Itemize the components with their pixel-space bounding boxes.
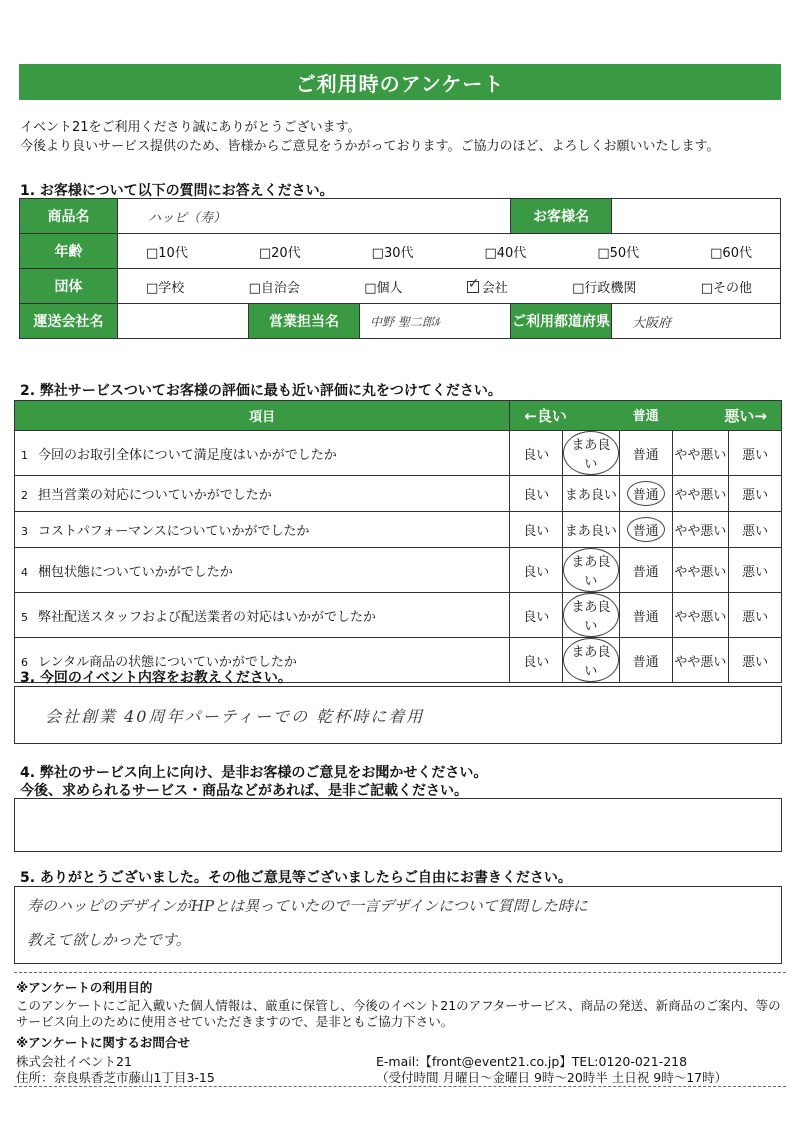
product-label: 商品名	[20, 199, 118, 234]
question-label: 梱包状態についていかがでしたか	[38, 564, 233, 580]
rating-choice[interactable]	[510, 431, 563, 476]
carrier-label: 運送会社名	[20, 304, 118, 339]
rating-choice[interactable]	[563, 431, 620, 476]
rating-table	[14, 400, 782, 683]
rating-choice-label: まあ良い	[563, 638, 619, 682]
rating-choice-label: やや悪い	[674, 447, 727, 463]
rating-choice[interactable]	[672, 593, 729, 638]
rating-choice[interactable]	[729, 593, 782, 638]
rating-choice-label: 普通	[632, 564, 659, 580]
rating-choice-label: 悪い	[742, 447, 769, 463]
rating-choice[interactable]	[619, 548, 672, 593]
group-option-other[interactable]: □その他	[700, 280, 752, 296]
footer-divider-bottom	[14, 1086, 786, 1087]
group-option-government[interactable]: □行政機関	[572, 280, 637, 296]
section5-heading: 5. ありがとうございました。その他ご意見等ございましたらご自由にお書きください。	[20, 870, 572, 886]
question-number: 6	[21, 655, 28, 669]
group-option-individual[interactable]: □個人	[364, 280, 403, 296]
age-option-50[interactable]: □50代	[597, 245, 640, 261]
rating-choice-label: 普通	[632, 654, 659, 670]
question-number: 5	[21, 610, 28, 624]
rating-choice-label: 悪い	[742, 564, 769, 580]
rating-choice-label: 良い	[523, 488, 550, 503]
rating-row	[15, 431, 782, 476]
age-option-10[interactable]: □10代	[146, 245, 188, 261]
customer-label: お客様名	[511, 199, 612, 234]
rating-choice-label: 普通	[632, 609, 659, 625]
section4-heading-2: 今後、求められるサービス・商品などがあれば、是非ご記載ください。	[20, 783, 468, 799]
question-text	[15, 512, 510, 548]
question-label: レンタル商品の状態についていかがでしたか	[38, 654, 297, 670]
rating-choice[interactable]	[619, 431, 672, 476]
pref-field[interactable]	[612, 304, 781, 339]
rating-choice[interactable]	[563, 638, 620, 683]
question-number: 3	[21, 525, 28, 538]
purpose-line-2: サービス向上のために使用させていただきますので、是非ともご協力下さい。	[16, 1014, 454, 1029]
scale-good-label: ←良い	[524, 407, 567, 425]
age-option-40[interactable]: □40代	[484, 245, 527, 261]
rating-choice[interactable]	[729, 431, 782, 476]
question-text	[15, 548, 510, 593]
rating-choice[interactable]	[510, 548, 563, 593]
customer-info-table	[19, 198, 781, 339]
rating-choice-label: まあ良い	[564, 524, 617, 539]
question-number: 1	[21, 448, 28, 462]
rating-choice[interactable]	[729, 638, 782, 683]
group-option-company: 会社	[481, 280, 508, 296]
question-text	[15, 476, 510, 512]
section4-heading-1: 4. 弊社のサービス向上に向け、是非お客様のご意見をお聞かせください。	[20, 765, 488, 781]
rating-choice[interactable]	[510, 512, 563, 548]
free-comment-field[interactable]	[14, 886, 782, 964]
age-option-60[interactable]: □60代	[710, 245, 752, 261]
group-option-company-wrap[interactable]	[467, 277, 508, 296]
event-content-field[interactable]	[14, 686, 782, 744]
rating-choice[interactable]	[672, 512, 729, 548]
rating-choice[interactable]	[672, 431, 729, 476]
group-option-school[interactable]: □学校	[146, 280, 185, 296]
purpose-line-1: このアンケートにご記入戴いた個人情報は、厳重に保管し、今後のイベント21のアフターサービス、商品の発送、新商品のご案内、等の	[16, 998, 781, 1013]
rating-choice-label: 悪い	[742, 488, 769, 503]
rating-choice[interactable]	[563, 593, 620, 638]
product-value: ハッピ（寿）	[148, 210, 227, 226]
rating-choice-label: やや悪い	[674, 609, 727, 625]
question-label: 担当営業の対応についていかがでしたか	[38, 488, 272, 503]
intro-line-2: 今後より良いサービス提供のため、皆様からご意見をうかがっております。ご協力のほど、よろしくお願いいたします。	[20, 139, 720, 154]
section2-heading: 2. 弊社サービスついてお客様の評価に最も近い評価に丸をつけてください。	[20, 383, 502, 399]
sales-label: 営業担当名	[249, 304, 360, 339]
company-name: 株式会社イベント21	[16, 1054, 132, 1069]
rating-choice-label: 良い	[523, 524, 550, 539]
question-number: 2	[21, 489, 28, 502]
rating-row	[15, 512, 782, 548]
rating-choice[interactable]	[619, 593, 672, 638]
purpose-heading: ※アンケートの利用目的	[16, 980, 153, 995]
rating-row	[15, 593, 782, 638]
rating-choice-label: 良い	[523, 564, 550, 580]
rating-choice[interactable]	[672, 548, 729, 593]
rating-choice-label: まあ良い	[563, 593, 619, 637]
rating-choice-label: 悪い	[742, 654, 769, 670]
footer-divider	[14, 972, 786, 973]
rating-choice-label: 悪い	[742, 524, 769, 539]
pref-label: ご利用都道府県	[511, 304, 612, 339]
pref-value: 大阪府	[632, 315, 672, 331]
question-label: コストパフォーマンスについていかがでしたか	[38, 524, 310, 539]
rating-choice[interactable]	[510, 638, 563, 683]
sales-value: 中野 聖二郎ﾙ	[370, 314, 440, 329]
rating-choice-label: やや悪い	[674, 488, 727, 503]
rating-choice[interactable]	[672, 638, 729, 683]
rating-choice[interactable]	[563, 476, 620, 512]
rating-choice[interactable]	[729, 476, 782, 512]
rating-choice-label: まあ良い	[563, 548, 619, 592]
question-number: 4	[21, 565, 28, 579]
product-field[interactable]	[118, 199, 511, 234]
rating-choice[interactable]	[619, 476, 672, 512]
section3-heading: 3. 今回のイベント内容をお教えください。	[20, 670, 292, 686]
rating-choice-label: やや悪い	[674, 564, 727, 580]
section1-heading: 1. お客様について以下の質問にお答えください。	[20, 183, 334, 199]
rating-choice[interactable]	[729, 512, 782, 548]
rating-choice-label: まあ良い	[564, 488, 617, 503]
rating-choice-label: 悪い	[742, 609, 769, 625]
question-label: 今回のお取引全体について満足度はいかがでしたか	[38, 447, 337, 463]
checkbox-checked-icon	[467, 281, 479, 293]
feedback-field[interactable]	[14, 798, 782, 852]
contact-heading: ※アンケートに関するお問合せ	[16, 1035, 190, 1050]
sales-field[interactable]	[360, 304, 511, 339]
carrier-field[interactable]	[118, 304, 249, 339]
rating-choice-label: 普通	[627, 517, 665, 542]
rating-choice[interactable]	[619, 512, 672, 548]
scale-normal-label: 普通	[632, 409, 659, 424]
rating-choice-label: 普通	[627, 481, 665, 506]
rating-choice[interactable]	[563, 512, 620, 548]
age-options	[118, 234, 781, 269]
contact-email-tel: E-mail:【front@event21.co.jp】TEL:0120-021-218	[376, 1054, 688, 1069]
rating-row	[15, 548, 782, 593]
rating-choice-label: まあ良い	[563, 431, 619, 475]
group-option-council[interactable]: □自治会	[248, 280, 300, 296]
rating-choice[interactable]	[510, 476, 563, 512]
group-options	[118, 269, 781, 304]
intro-line-1: イベント21をご利用くださり誠にありがとうございます。	[20, 120, 361, 135]
page-title: ご利用時のアンケート	[19, 64, 781, 100]
rating-row	[15, 476, 782, 512]
age-option-20[interactable]: □20代	[258, 245, 301, 261]
event-content-value: 会社創業 40周年パーティーでの 乾杯時に着用	[45, 707, 425, 726]
rating-choice[interactable]	[729, 548, 782, 593]
rating-choice[interactable]	[563, 548, 620, 593]
free-comment-line-1: 寿のハッピのデザインがHPとは異っていたので一言デザインについて質問した時に	[27, 897, 588, 915]
free-comment-line-2: 教えて欲しかったです。	[27, 931, 191, 949]
rating-choice[interactable]	[672, 476, 729, 512]
question-text	[15, 593, 510, 638]
rating-choice[interactable]	[510, 593, 563, 638]
rating-choice-label: 良い	[523, 447, 550, 463]
question-text	[15, 431, 510, 476]
rating-choice-label: 良い	[523, 609, 550, 625]
company-address: 住所：奈良県香芝市藤山1丁目3-15	[16, 1070, 215, 1085]
scale-header	[510, 401, 782, 431]
question-label: 弊社配送スタッフおよび配送業者の対応はいかがでしたか	[38, 609, 377, 625]
age-option-30[interactable]: □30代	[371, 245, 414, 261]
age-label: 年齢	[20, 234, 118, 269]
scale-bad-label: 悪い→	[724, 407, 767, 425]
customer-field[interactable]	[612, 199, 781, 234]
col-item-header: 項目	[15, 401, 510, 431]
contact-hours: （受付時間 月曜日～金曜日 9時～20時半 土日祝 9時～17時）	[376, 1070, 728, 1085]
rating-choice-label: やや悪い	[674, 654, 727, 670]
rating-choice-label: 良い	[523, 654, 550, 670]
group-label: 団体	[20, 269, 118, 304]
rating-choice[interactable]	[619, 638, 672, 683]
rating-choice-label: 普通	[632, 447, 659, 463]
rating-choice-label: やや悪い	[674, 524, 727, 539]
